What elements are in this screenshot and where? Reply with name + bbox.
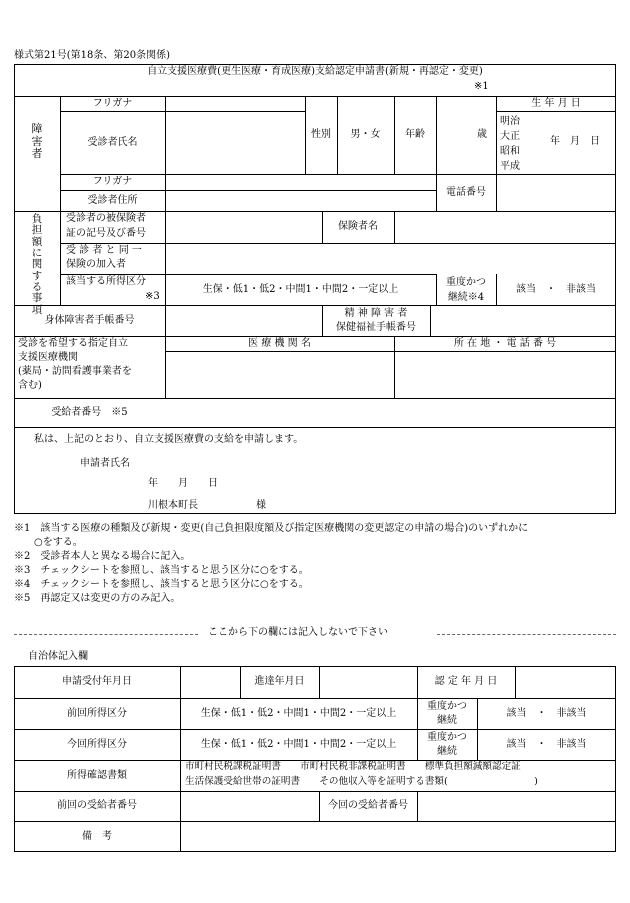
patient-name-label: 受診者氏名: [87, 136, 138, 148]
curr-income-label: 今回所得区分: [67, 738, 127, 750]
form-number: 様式第21号(第18条、第20条関係): [14, 50, 170, 61]
curr-severe-label-1: 重度かつ: [427, 731, 467, 743]
phone-label: 電話番号: [446, 186, 486, 198]
birth-ymd: 年 月 日: [550, 136, 600, 147]
confirm-docs-line-2[interactable]: 生活保護受給世帯の証明書 その他収入等を証明する書類( ): [185, 776, 538, 787]
institution-label-1: 受診を希望する指定自立: [18, 338, 128, 349]
gender-options[interactable]: 男・女: [350, 129, 381, 140]
physical-handbook-label: 身体障害者手帳番号: [44, 314, 135, 326]
birth-date-label: 生 年 月 日: [531, 97, 581, 109]
institution-label-3: (薬局・訪問看護事業者を: [18, 366, 132, 377]
recipient-number-label: 受給者番号 ※5: [51, 406, 128, 418]
curr-number-label: 今回の受給者番号: [328, 800, 408, 811]
note-3: ※3 チェックシートを参照し、該当すると思う区分に○をする。: [14, 565, 309, 576]
curr-severe-options[interactable]: 該当 ・ 非該当: [506, 738, 587, 750]
prev-severe-label-2: 継続: [437, 714, 457, 726]
burden-section-label: 負 担 額 に 関 す る 事 項: [31, 213, 43, 316]
gender-label: 性別: [311, 129, 331, 140]
declaration-statement: 私は、上記のとおり、自立支援医療費の支給を申請します。: [34, 434, 304, 445]
insured-label-1: 受診者の被保険者: [66, 213, 146, 224]
patient-section-label: 障 害 者: [31, 122, 43, 161]
prev-number-label: 前回の受給者番号: [57, 800, 137, 811]
note-5: ※5 再認定又は変更の方のみ記入。: [14, 593, 181, 604]
approved-date-label: 認 定 年 月 日: [434, 676, 498, 687]
progress-date-label: 進達年月日: [254, 676, 305, 687]
application-date: 年 月 日: [148, 478, 218, 489]
curr-income-options[interactable]: 生保・低1・低2・中間1・中間2・一定以上: [200, 738, 397, 750]
remarks-label: 備 考: [82, 830, 112, 842]
note-1: ※1 該当する医療の種類及び新規・変更(自己負担限度額及び指定医療機関の変更認定の申請の場合)のいずれかに: [14, 523, 529, 534]
address-furigana-label: フリガナ: [92, 176, 133, 187]
age-label: 年齢: [405, 129, 425, 140]
note-1-cont: ○をする。: [14, 537, 83, 548]
confirm-docs-label: 所得確認書類: [67, 769, 127, 781]
insured-label-2: 証の記号及び番号: [66, 228, 146, 239]
income-class-options[interactable]: 生保・低1・低2・中間1・中間2・一定以上: [202, 283, 399, 295]
era-list[interactable]: 明治 大正 昭和 平成: [500, 116, 520, 172]
title-note: ※1: [474, 81, 489, 92]
divider-text: ここから下の欄には記入しないで下さい: [208, 627, 388, 638]
income-class-label: 該当する所得区分: [66, 276, 146, 287]
same-insurance-label-2: 保険の加入者: [66, 259, 126, 270]
address-label: 受診者住所: [87, 194, 138, 206]
severe-label-1: 重度かつ: [446, 276, 486, 288]
institution-address-header: 所 在 地 ・ 電 話 番 号: [453, 337, 557, 349]
addressee: 川根本町長: [148, 500, 198, 511]
prev-severe-options[interactable]: 該当 ・ 非該当: [506, 707, 587, 719]
mental-handbook-label-2: 保健福祉手帳番号: [336, 321, 416, 333]
note-4: ※4 チェックシートを参照し、該当すると思う区分に○をする。: [14, 579, 309, 590]
age-unit: 歳: [477, 129, 487, 140]
severe-options[interactable]: 該当 ・ 非該当: [516, 283, 596, 295]
institution-label-4: 含む): [18, 380, 42, 391]
form-title: 自立支援医療費(更生医療・育成医療)支給認定申請書(新規・再認定・変更): [147, 66, 483, 77]
note-2: ※2 受診者本人と異なる場合に記入。: [14, 551, 191, 562]
honorific: 様: [256, 500, 266, 511]
prev-income-options[interactable]: 生保・低1・低2・中間1・中間2・一定以上: [200, 707, 397, 719]
furigana-label: フリガナ: [92, 98, 133, 109]
severe-label-2: 継続※4: [447, 291, 485, 303]
same-insurance-label-1: 受 診 者 と 同 一: [66, 245, 142, 256]
applicant-name-label: 申請者氏名: [80, 458, 130, 469]
prev-income-label: 前回所得区分: [67, 707, 127, 719]
office-section-label: 自治体記入欄: [28, 651, 88, 662]
received-date-label: 申請受付年月日: [62, 676, 132, 687]
income-class-note: ※3: [145, 291, 160, 302]
confirm-docs-line-1[interactable]: 市町村民税課税証明書 市町村民税非課税証明書 標準負担額減額認定証: [185, 761, 521, 772]
institution-name-header: 医 療 機 関 名: [248, 337, 311, 349]
insurer-label: 保険者名: [338, 221, 378, 232]
mental-handbook-label-1: 精 神 障 害 者: [344, 307, 408, 319]
prev-severe-label-1: 重度かつ: [427, 700, 467, 712]
institution-label-2: 支援医療機関: [18, 352, 78, 363]
curr-severe-label-2: 継続: [437, 745, 457, 757]
